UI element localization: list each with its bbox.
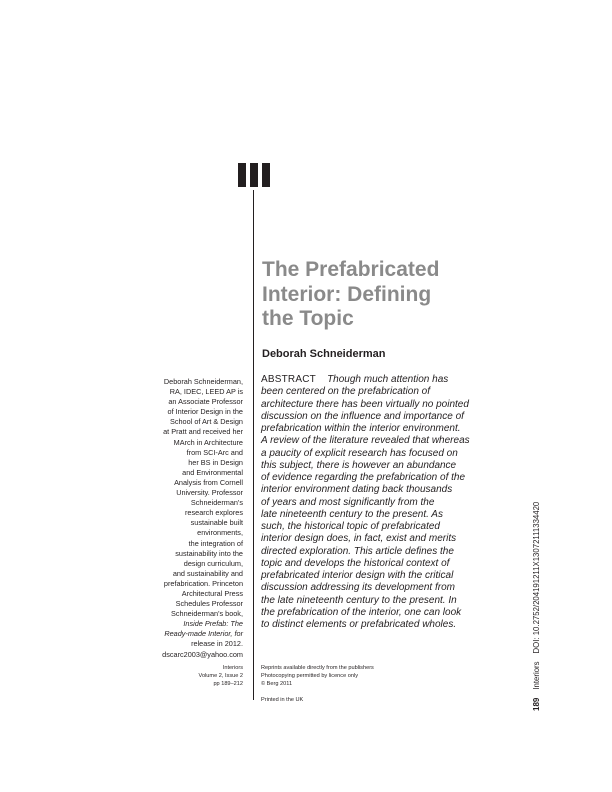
bio-line: Analysis from Cornell xyxy=(174,477,243,487)
abstract-line: such, the historical topic of prefabricated xyxy=(261,521,440,532)
bio-line: Schneiderman's xyxy=(190,498,243,508)
abstract-line: been centered on the prefabrication of xyxy=(261,386,431,398)
abstract-line: discussion on the influence and importance of xyxy=(261,410,464,422)
photocopying-notice: Photocopying permitted by licence only xyxy=(261,673,359,679)
copyright: © Berg 2011 xyxy=(261,681,293,687)
abstract-line: architecture there has been virtually no pointed xyxy=(261,398,469,410)
bio-line: from SCI-Arc and xyxy=(186,447,243,457)
abstract-line: discussion addressing its development from xyxy=(261,582,455,594)
publisher-info xyxy=(261,664,374,704)
author-name: Deborah Schneiderman xyxy=(262,348,386,360)
bio-line: and Environmental xyxy=(182,467,243,477)
article-title xyxy=(262,258,522,332)
abstract-line: interior design does, in fact, exist and merits xyxy=(261,533,457,545)
printed-in: Printed in the UK xyxy=(261,697,304,703)
bio-line: MArch in Architecture xyxy=(173,437,243,447)
bio-line: design curriculum, xyxy=(183,558,243,568)
journal-pages: pp 189–212 xyxy=(213,681,243,687)
bio-line: an Associate Professor xyxy=(168,397,243,407)
abstract-line: the late nineteenth century to the present. In xyxy=(261,594,457,606)
bio-line: release in 2012. xyxy=(191,639,243,649)
bio-line: at Pratt and received her xyxy=(163,427,243,437)
journal-logo xyxy=(238,163,270,187)
author-bio xyxy=(113,377,243,660)
journal-name: Interiors xyxy=(222,665,243,671)
abstract-line: topic and develops the historical context of xyxy=(261,557,450,569)
bio-line: Schedules Professor xyxy=(175,599,243,609)
bio-line: Deborah Schneiderman, xyxy=(163,377,243,386)
abstract-line: prefabricated interior design with the critical xyxy=(261,570,454,581)
copyright-line xyxy=(261,680,374,704)
abstract-line: the prefabrication of the interior, one can look xyxy=(261,606,462,618)
journal-volume: Volume 2, Issue 2 xyxy=(198,673,243,679)
abstract-line: a paucity of explicit research has focused on xyxy=(261,447,458,459)
abstract xyxy=(261,374,473,631)
vertical-divider xyxy=(253,190,254,700)
abstract-line: late nineteenth century to the present. As xyxy=(261,508,443,520)
abstract-label: ABSTRACT xyxy=(261,374,316,385)
title-line: The Prefabricated xyxy=(262,258,440,281)
bio-line: of Interior Design in the xyxy=(167,407,243,417)
abstract-line: to distinct elements or prefabricated wholes. xyxy=(261,619,457,630)
reprints-notice: Reprints available directly from the publishers xyxy=(261,665,374,671)
bio-line: her BS in Design xyxy=(188,457,243,467)
bio-line: sustainability into the xyxy=(175,548,243,558)
page-number: 189 xyxy=(532,697,541,711)
abstract-line-text: Though much attention has xyxy=(327,374,449,385)
abstract-line: prefabrication within the interior environment. xyxy=(261,423,461,434)
side-journal-name: Interiors xyxy=(532,661,541,690)
bio-line: University. Professor xyxy=(176,488,243,498)
bio-line: School of Art & Design xyxy=(169,417,243,427)
bio-line: environments, xyxy=(197,528,243,538)
bio-line: Schneiderman's book, xyxy=(171,609,243,619)
bio-line: prefabrication. Princeton xyxy=(163,578,243,588)
bio-line: Inside Prefab: The xyxy=(183,619,243,629)
bio-email[interactable]: dscarc2003@yahoo.com xyxy=(162,649,243,659)
logo-bar xyxy=(238,163,246,187)
logo-bar xyxy=(250,163,258,187)
bio-line: and sustainability and xyxy=(172,568,243,578)
bio-line: research explores xyxy=(185,508,243,518)
bio-line: Ready-made Interior, for xyxy=(164,629,243,639)
title-line: Interior: Defining xyxy=(262,282,432,306)
abstract-line: of evidence regarding the prefabrication of the xyxy=(261,472,466,483)
abstract-line: A review of the literature revealed that whereas xyxy=(261,435,470,447)
abstract-line: interior environment dating back thousands xyxy=(261,484,453,496)
bio-line: the integration of xyxy=(188,538,243,548)
bio-line: sustainable built xyxy=(190,518,243,528)
abstract-line: of years and most significantly from the xyxy=(261,496,435,508)
side-running-head xyxy=(532,502,541,711)
bio-line: Architectural Press xyxy=(181,588,243,598)
abstract-line: directed exploration. This article defines the xyxy=(261,545,454,557)
abstract-line xyxy=(261,374,473,386)
doi[interactable]: DOI: 10.2752/204191211X13072111334420 xyxy=(532,501,541,654)
bio-line: RA, IDEC, LEED AP is xyxy=(169,387,243,397)
logo-bar xyxy=(262,163,270,187)
title-line: the Topic xyxy=(262,307,354,330)
abstract-line: this subject, there is however an abundance xyxy=(261,459,457,471)
journal-info xyxy=(199,664,243,688)
